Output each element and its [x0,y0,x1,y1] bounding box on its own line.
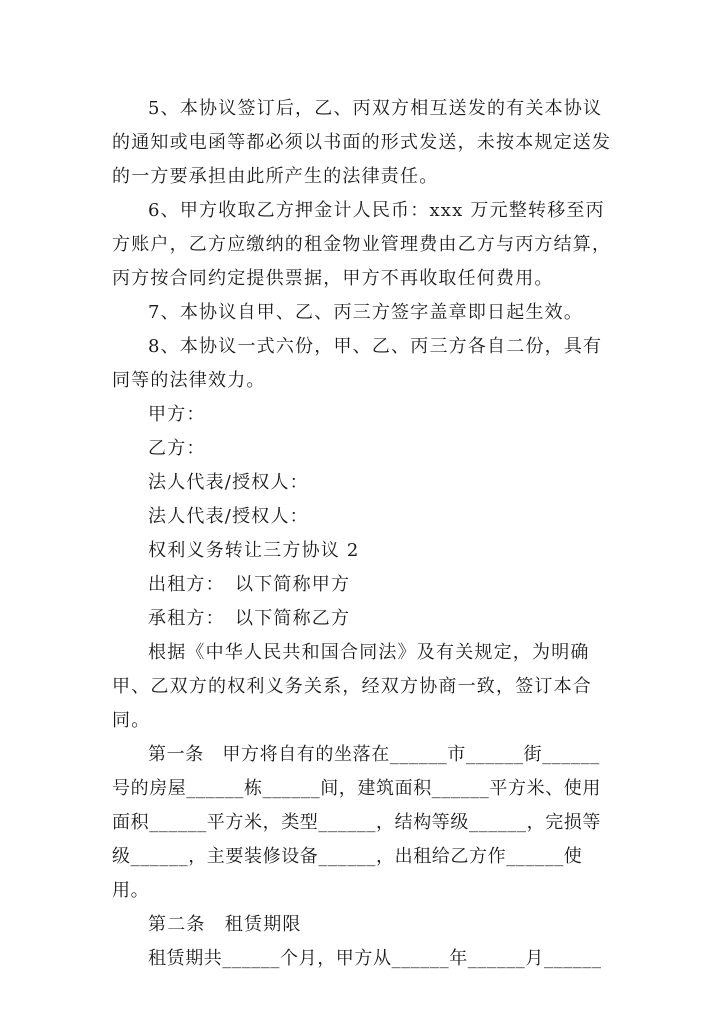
clause-6-paragraph: 6、甲方收取乙方押金计人民币：xxx 万元整转移至丙方账户，乙方应缴纳的租金物业管理费由乙方与丙方结算，丙方按合同约定提供票据，甲方不再收取任何费用。 [112,200,612,289]
party-a-signature-line: 甲方： [148,404,206,425]
lessor-line: 出租方： 以下简称甲方 [148,574,351,595]
preamble-paragraph: 根据《中华人民共和国合同法》及有关规定，为明确甲、乙双方的权利义务关系，经双方协商一致，签订本合同。 [112,642,592,731]
clause-7-paragraph: 7、本协议自甲、乙、丙三方签字盖章即日起生效。 [148,302,584,323]
legal-representative-line-2: 法人代表/授权人： [148,506,309,527]
clause-8-paragraph: 8、本协议一式六份，甲、乙、丙三方各自二份，具有同等的法律效力。 [112,336,603,391]
document-body [112,92,612,976]
lessee-line: 承租方： 以下简称乙方 [148,608,351,629]
legal-representative-line-1: 法人代表/授权人： [148,472,309,493]
agreement-title-2: 权利义务转让三方协议 2 [148,540,360,561]
article-1-paragraph: 第一条 甲方将自有的坐落在______市______街______号的房屋______栋______间，建筑面积______平方米、使用面积______平方米，类型______，结构等级______，完损等级______，主要装修设备______，出租给乙方作______使用。 [112,744,601,901]
clause-5-paragraph: 5、本协议签订后，乙、丙双方相互送发的有关本协议的通知或电函等都必须以书面的形式发送，未按本规定送发的一方要承担由此所产生的法律责任。 [112,98,612,187]
party-b-signature-line: 乙方： [148,438,206,459]
article-2-paragraph: 租赁期共______个月，甲方从______年______月______ [148,948,602,969]
article-2-heading: 第二条 租赁期限 [148,914,302,935]
